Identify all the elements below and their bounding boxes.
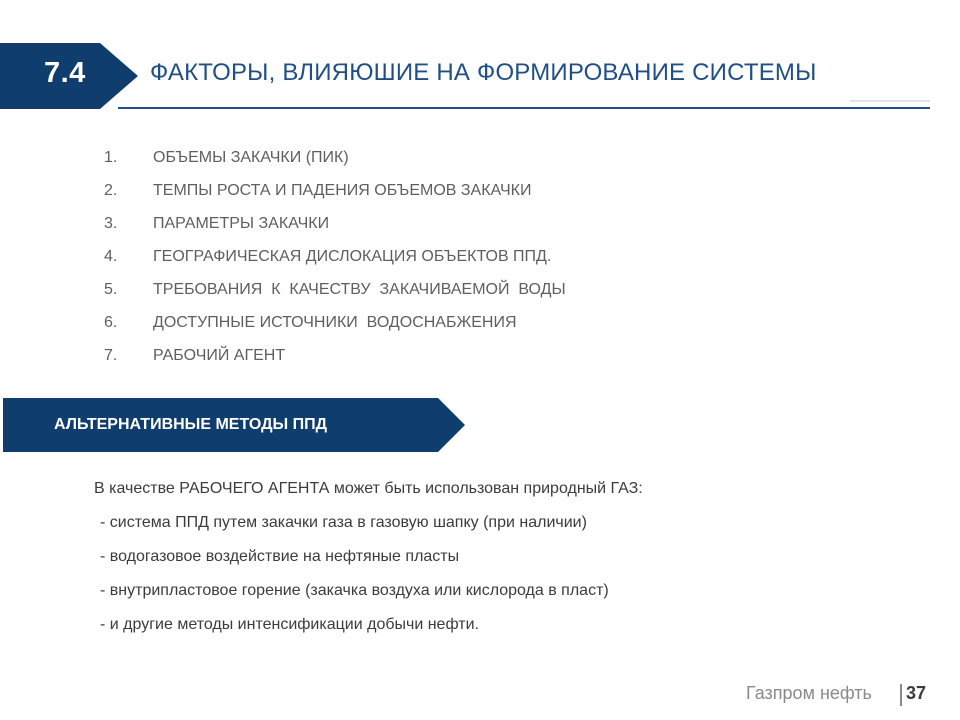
factor-text: ТРЕБОВАНИЯ К КАЧЕСТВУ ЗАКАЧИВАЕМОЙ ВОДЫ [153,281,566,298]
footer-brand: Газпром нефть [746,683,872,703]
factor-text: ПАРАМЕТРЫ ЗАКАЧКИ [153,215,330,232]
methods-list [100,514,609,650]
factor-number: 4. [104,248,118,265]
factor-number: 6. [104,314,118,331]
factor-item [104,347,566,380]
factor-text: ДОСТУПНЫЕ ИСТОЧНИКИ ВОДОСНАБЖЕНИЯ [153,314,517,331]
factor-text: РАБОЧИЙ АГЕНТ [153,347,286,364]
factor-item [104,314,566,347]
footer-divider [900,684,902,706]
section-number: 7.4 [44,57,86,89]
factor-number: 1. [104,149,118,166]
factor-item [104,149,566,182]
factor-item [104,182,566,215]
factor-item [104,281,566,314]
method-item: - внутрипластовое горение (закачка воздуха или кислорода в пласт) [100,582,609,599]
factors-list [104,149,566,380]
factor-number: 3. [104,215,118,232]
method-item: - водогазовое воздействие на нефтяные пласты [100,548,460,565]
slide-title: ФАКТОРЫ, ВЛИЯЮШИЕ НА ФОРМИРОВАНИЕ СИСТЕМЫ [150,59,817,86]
factor-number: 7. [104,347,118,364]
method-item: - и другие методы интенсификации добычи нефти. [100,616,479,633]
title-divider-accent [850,100,930,102]
page-number: 37 [906,683,927,703]
factor-number: 5. [104,281,118,298]
factor-item [104,215,566,248]
factor-item [104,248,566,281]
factor-text: ГЕОГРАФИЧЕСКАЯ ДИСЛОКАЦИЯ ОБЪЕКТОВ ППД. [153,248,552,265]
method-item: - система ППД путем закачки газа в газовую шапку (при наличии) [100,514,587,531]
intro-text: В качестве РАБОЧЕГО АГЕНТА может быть использован природный ГАЗ: [94,480,643,497]
factor-text: ОБЪЕМЫ ЗАКАЧКИ (ПИК) [153,149,349,166]
title-divider [118,107,930,109]
factor-number: 2. [104,182,118,199]
factor-text: ТЕМПЫ РОСТА И ПАДЕНИЯ ОБЪЕМОВ ЗАКАЧКИ [153,182,532,199]
section-banner-label: АЛЬТЕРНАТИВНЫЕ МЕТОДЫ ППД [54,416,327,433]
